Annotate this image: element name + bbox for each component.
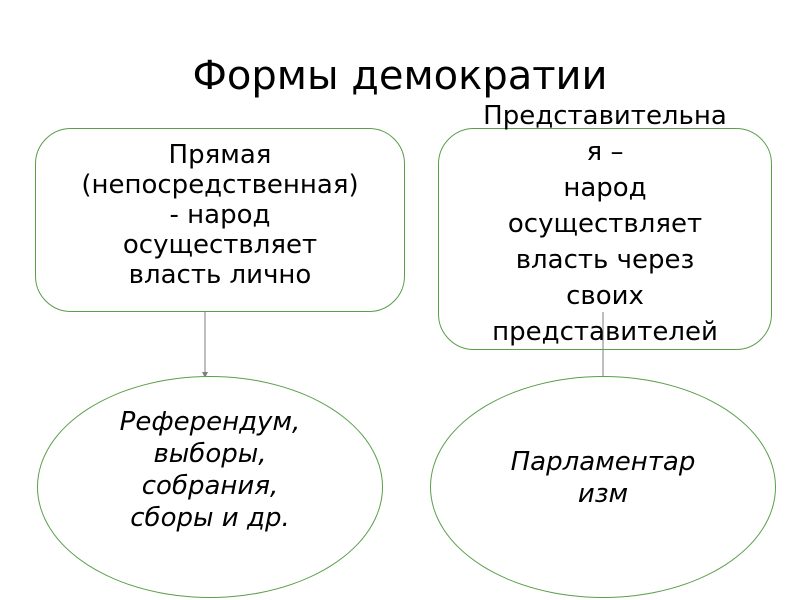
direct-line-4: осуществляет — [122, 230, 318, 260]
direct-example-4: сборы и др. — [130, 503, 290, 533]
direct-example-2: выборы, — [153, 439, 267, 469]
direct-line-3: - народ — [169, 200, 271, 230]
representative-line-2: я – — [586, 137, 624, 167]
representative-example-2: изм — [577, 479, 629, 509]
direct-line-2: (непосредственная) — [81, 170, 359, 200]
direct-example-1: Референдум, — [119, 407, 301, 437]
direct-examples-text — [37, 406, 383, 534]
diagram-title: Формы демократии — [192, 53, 608, 99]
representative-examples-text — [430, 446, 776, 510]
representative-line-1: Представительна — [483, 101, 727, 131]
direct-line-5: власть лично — [128, 260, 312, 290]
representative-democracy-text — [438, 98, 772, 350]
representative-line-7: представителей — [492, 317, 718, 347]
direct-example-3: собрания, — [141, 471, 279, 501]
direct-line-1: Прямая — [168, 140, 272, 170]
representative-line-6: своих — [566, 281, 644, 311]
representative-example-1: Парламентар — [510, 447, 696, 477]
representative-line-5: власть через — [515, 245, 695, 275]
representative-line-4: осуществляет — [507, 209, 703, 239]
representative-line-3: народ — [563, 173, 647, 203]
